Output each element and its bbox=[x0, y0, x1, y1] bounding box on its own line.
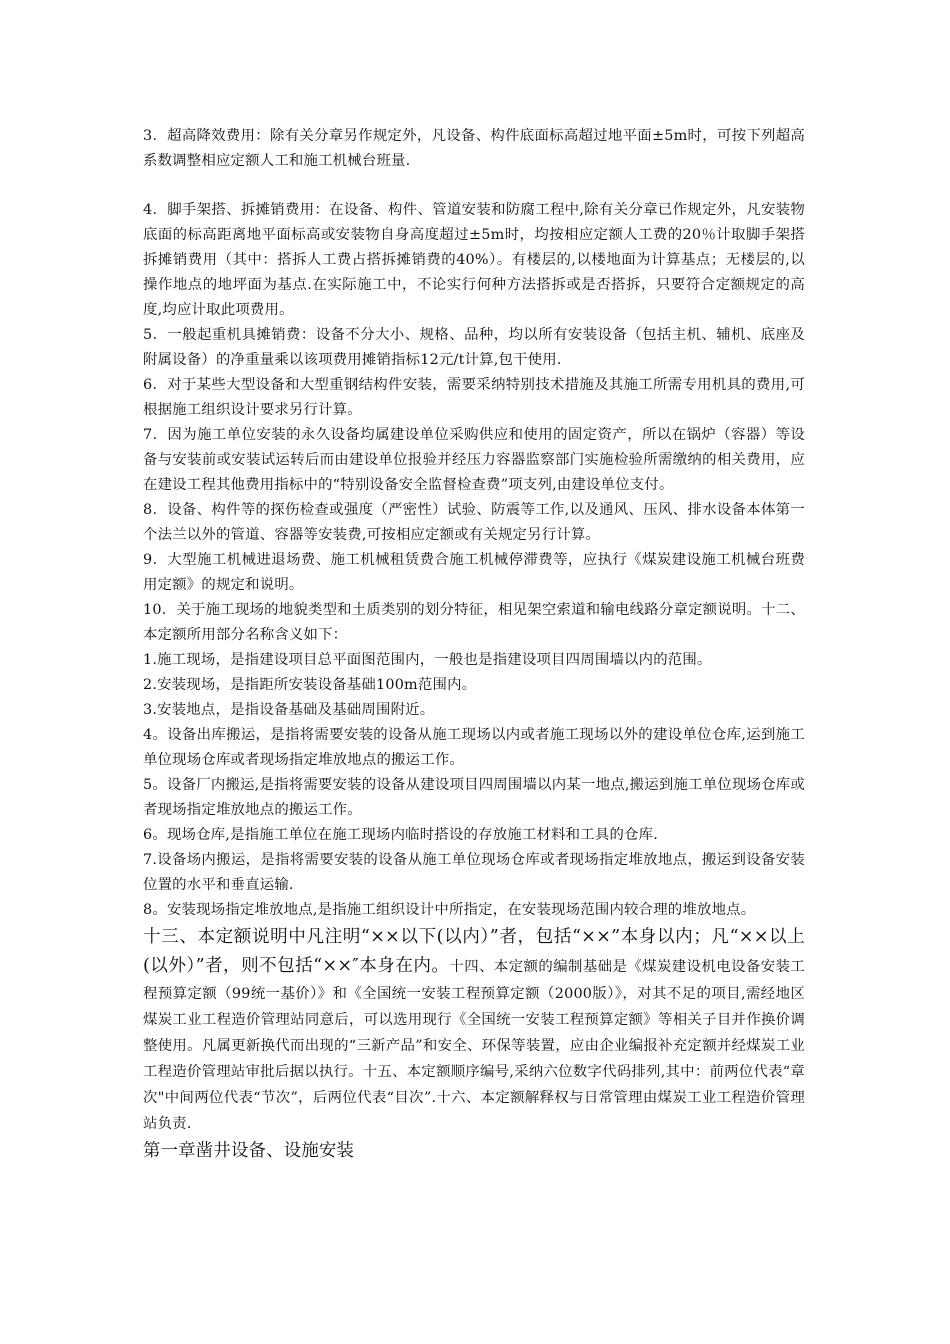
paragraph-10: 10．关于施工现场的地貌类型和土质类别的划分特征，相见架空索道和输电线路分章定额说明。十二、本定额所用部分名称含义如下： bbox=[143, 602, 805, 643]
definition-7: 7.设备场内搬运，是指将需要安装的设备从施工单位现场仓库或者现场指定堆放地点，搬运到设备安装位置的水平和垂直运输. bbox=[143, 852, 805, 893]
definition-3: 3.安装地点，是指设备基础及基础周围附近。 bbox=[143, 702, 435, 718]
paragraph-8: 8．设备、构件等的探伤检查或强度（严密性）试验、防震等工作,以及通风、压风、排水设备本体第一个法兰以外的管道、容器等安装费,可按相应定额或有关规定另行计算。 bbox=[143, 502, 805, 543]
paragraph-5: 5．一般起重机具摊销费：设备不分大小、规格、品种，均以所有安装设备（包括主机、辅机、底座及附属设备）的净重量乘以该项费用摊销指标12元/t计算,包干使用. bbox=[143, 327, 805, 368]
section-13-lead-text: 十三、本定额说明中凡注明“××以下(以内）”者，包括“××”本身以内；凡“××以上(以外）”者，则不包括“××″本身在内。 bbox=[143, 927, 805, 976]
definition-4: 4。设备出库搬运，是指将需要安装的设备从施工现场以内或者施工现场以外的建设单位仓库,运到施工单位现场仓库或者现场指定堆放地点的搬运工作。 bbox=[143, 727, 805, 768]
definition-5: 5。设备厂内搬运,是指将需要安装的设备从建设项目四周围墙以内某一地点,搬运到施工单位现场仓库或者现场指定堆放地点的搬运工作。 bbox=[143, 777, 805, 818]
chapter-title: 第一章凿井设备、设施安装 bbox=[143, 1141, 355, 1161]
document-body bbox=[143, 124, 805, 1165]
paragraph-4: 4．脚手架搭、拆摊销费用：在设备、构件、管道安装和防腐工程中,除有关分章已作规定外，凡安装物底面的标高距离地平面标高或安装物自身高度超过±5m时，均按相应定额人工费的20％计取脚手架搭拆摊销费用（其中：搭拆人工费占搭拆摊销费的40%）。有楼层的,以楼地面为计算基点；无楼层的,以操作地点的地坪面为基点.在实际施工中，不论实行何种方法搭拆或是否搭拆，只要符合定额规定的高度,均应计取此项费用。 bbox=[143, 202, 805, 318]
section-14-16-text: 十四、本定额的编制基础是《煤炭建设机电设备安装工程预算定额（99统一基价）》和《全国统一安装工程预算定额（2000版）》，对其不足的项目,需经地区煤炭工业工程造价管理站同意后，可以选用现行《全国统一安装工程预算定额》等相关子目并作换价调整使用。凡属更新换代而出现的“三新产品”和安全、环保等装置，应由企业编报补充定额并经煤炭工业工程造价管理站审批后据以执行。十五、本定额顺序编号,采纳六位数字代码排列,其中：前两位代表“章次"中间两位代表“节次”，后两位代表“目次”.十六、本定额解释权与日常管理由煤炭工业工程造价管理站负责. bbox=[143, 959, 805, 1132]
definition-1: 1.施工现场，是指建设项目总平面图范围内，一般也是指建设项目四周围墙以内的范围。 bbox=[143, 652, 712, 668]
definition-2: 2.安装现场，是指距所安装设备基础100m范围内。 bbox=[143, 677, 477, 693]
definition-6: 6。现场仓库,是指施工单位在施工现场内临时搭设的存放施工材料和工具的仓库. bbox=[143, 827, 658, 843]
definition-8: 8。安装现场指定堆放地点,是指施工组织设计中所指定，在安装现场范围内较合理的堆放地点。 bbox=[143, 902, 756, 918]
paragraph-6: 6．对于某些大型设备和大型重钢结构件安装，需要采纳特别技术措施及其施工所需专用机具的费用,可根据施工组织设计要求另行计算。 bbox=[143, 377, 805, 418]
paragraph-7: 7．因为施工单位安装的永久设备均属建设单位采购供应和使用的固定资产，所以在锅炉（容器）等设备与安装前或安装试运转后而由建设单位报验并经压力容器监察部门实施检验所需缴纳的相关费用，应在建设工程其他费用指标中的“特别设备安全监督检查费”项支列,由建设单位支付。 bbox=[143, 427, 805, 493]
paragraph-9: 9．大型施工机械进退场费、施工机械租赁费合施工机械停滞费等，应执行《煤炭建设施工机械台班费用定额》的规定和说明。 bbox=[143, 552, 805, 593]
section-13-16-paragraph bbox=[143, 923, 805, 1137]
paragraph-3: 3．超高降效费用：除有关分章另作规定外，凡设备、构件底面标高超过地平面±5m时，可按下列超高系数调整相应定额人工和施工机械台班量. bbox=[143, 128, 805, 169]
